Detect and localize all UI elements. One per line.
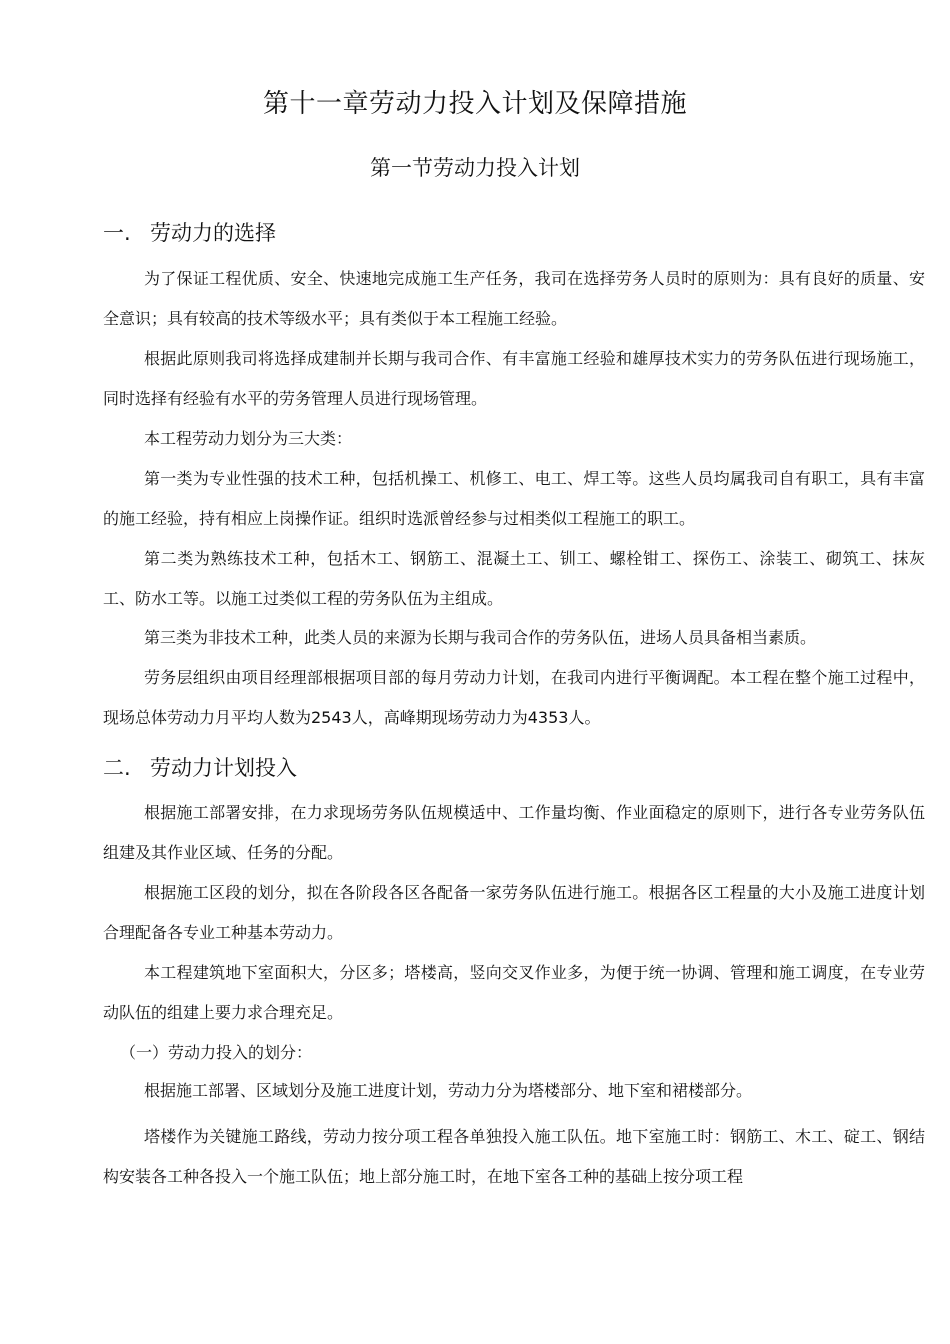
paragraph: 为了保证工程优质、安全、快速地完成施工生产任务，我司在选择劳务人员时的原则为：具有良好的质量、安全意识；具有较高的技术等级水平；具有类似于本工程施工经验。 — [103, 269, 925, 328]
heading-text: 劳动力的选择 — [150, 221, 276, 245]
heading-part-1 — [103, 218, 276, 248]
section-title: 第一节劳动力投入计划 — [370, 156, 580, 180]
paragraph: 根据施工部署安排，在力求现场劳务队伍规模适中、工作量均衡、作业面稳定的原则下，进行各专业劳务队伍组建及其作业区域、任务的分配。 — [103, 803, 925, 862]
paragraph: 本工程劳动力划分为三大类： — [144, 429, 353, 448]
paragraph: 劳务层组织由项目经理部根据项目部的每月劳动力计划，在我司内进行平衡调配。本工程在整个施工过程中，现场总体劳动力月平均人数为2543人，高峰期现场劳动力为4353人。 — [103, 668, 925, 727]
heading-number: 二. — [103, 756, 131, 780]
paragraph: 根据施工区段的划分，拟在各阶段各区各配备一家劳务队伍进行施工。根据各区工程量的大小及施工进度计划合理配备各专业工种基本劳动力。 — [103, 883, 925, 942]
paragraph: 第三类为非技术工种，此类人员的来源为长期与我司合作的劳务队伍，进场人员具备相当素质。 — [144, 628, 817, 647]
paragraph: 本工程建筑地下室面积大，分区多；塔楼高，竖向交叉作业多，为便于统一协调、管理和施工调度，在专业劳动队伍的组建上要力求合理充足。 — [103, 963, 925, 1022]
heading-number: 一. — [103, 221, 131, 245]
paragraph: 根据施工部署、区域划分及施工进度计划，劳动力分为塔楼部分、地下室和裙楼部分。 — [144, 1081, 753, 1100]
chapter-title: 第十一章劳动力投入计划及保障措施 — [262, 89, 687, 119]
heading-text: 劳动力计划投入 — [150, 756, 297, 780]
heading-part-2 — [103, 753, 297, 783]
paragraph: 根据此原则我司将选择成建制并长期与我司合作、有丰富施工经验和雄厚技术实力的劳务队伍进行现场施工，同时选择有经验有水平的劳务管理人员进行现场管理。 — [103, 349, 925, 408]
paragraph: 第二类为熟练技术工种，包括木工、钢筋工、混凝土工、钏工、螺栓钳工、探伤工、涂装工、砌筑工、抹灰工、防水工等。以施工过类似工程的劳务队伍为主组成。 — [103, 549, 925, 608]
paragraph: 第一类为专业性强的技术工种，包括机操工、机修工、电工、焊工等。这些人员均属我司自有职工，具有丰富的施工经验，持有相应上岗操作证。组织时选派曾经参与过相类似工程施工的职工。 — [103, 469, 925, 528]
subheading: （一）劳动力投入的划分： — [120, 1043, 313, 1062]
paragraph: 塔楼作为关键施工路线，劳动力按分项工程各单独投入施工队伍。地下室施工时：钢筋工、木工、碇工、钢结构安装各工种各投入一个施工队伍；地上部分施工时，在地下室各工种的基础上按分项工程 — [103, 1127, 925, 1186]
